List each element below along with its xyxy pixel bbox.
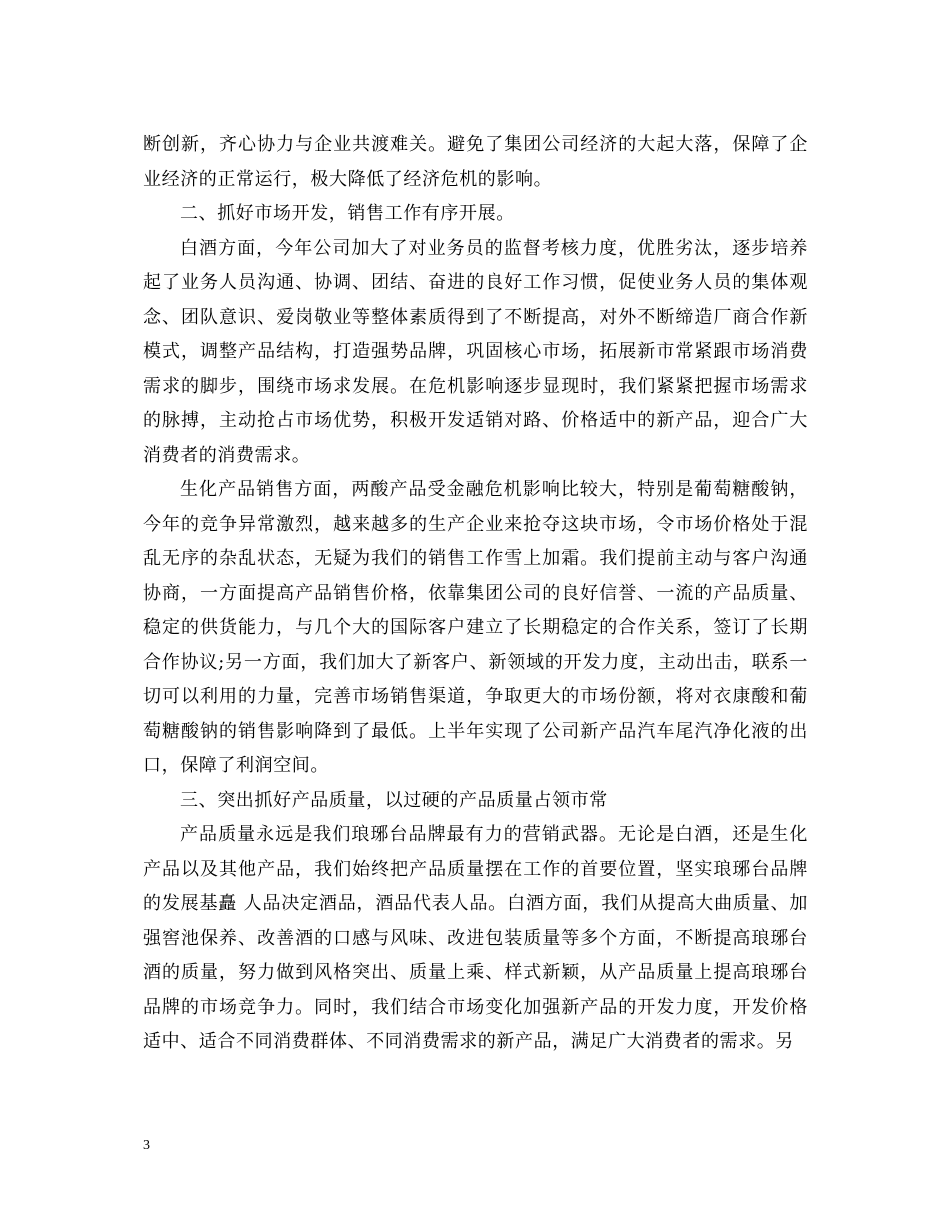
page-number: 3: [143, 1138, 150, 1153]
paragraph-baijiu: 白酒方面，今年公司加大了对业务员的监督考核力度，优胜劣汰，逐步培养起了业务人员沟通、协调、团结、奋进的良好工作习惯，促使业务人员的集体观念、团队意识、爱岗敬业等整体素质得到了不断提高，对外不断缔造厂商合作新模式，调整产品结构，打造强势品牌，巩固核心市场，拓展新市常紧跟市场消费需求的脚步，围绕市场求发展。在危机影响逐步显现时，我们紧紧把握市场需求的脉搏，主动抢占市场优势，积极开发适销对路、价格适中的新产品，迎合广大消费者的消费需求。: [143, 237, 808, 466]
paragraph-1: 断创新，齐心协力与企业共渡难关。避免了集团公司经济的大起大落，保障了企业经济的正常运行，极大降低了经济危机的影响。: [143, 134, 808, 190]
section-heading-3: 三、突出抓好产品质量，以过硬的产品质量占领市常: [180, 789, 608, 811]
paragraph-quality: 产品质量永远是我们琅琊台品牌最有力的营销武器。无论是白酒，还是生化产品以及其他产品，我们始终把产品质量摆在工作的首要位置，坚实琅琊台品牌的发展基矗 人品决定酒品，酒品代表人品。白酒方面，我们从提高大曲质量、加强窖池保养、改善酒的口感与风味、改进包装质量等多个方面，不断提高琅琊台酒的质量，努力做到风格突出、质量上乘、样式新颖，从产品质量上提高琅琊台品牌的市场竞争力。同时，我们结合市场变化加强新产品的开发力度，开发价格适中、适合不同消费群体、不同消费需求的新产品，满足广大消费者的需求。另: [143, 824, 808, 1052]
document-body: [143, 128, 808, 1060]
paragraph-biochemical: 生化产品销售方面，两酸产品受金融危机影响比较大，特别是葡萄糖酸钠，今年的竞争异常激烈，越来越多的生产企业来抢夺这块市场，令市场价格处于混乱无序的杂乱状态，无疑为我们的销售工作雪上加霜。我们提前主动与客户沟通协商，一方面提高产品销售价格，依靠集团公司的良好信誉、一流的产品质量、稳定的供货能力，与几个大的国际客户建立了长期稳定的合作关系，签订了长期合作协议;另一方面，我们加大了新客户、新领域的开发力度，主动出击，联系一切可以利用的力量，完善市场销售渠道，争取更大的市场份额，将对衣康酸和葡萄糖酸钠的销售影响降到了最低。上半年实现了公司新产品汽车尾汽净化液的出口，保障了利润空间。: [143, 479, 808, 776]
section-heading-2: 二、抓好市场开发，销售工作有序开展。: [180, 203, 515, 224]
